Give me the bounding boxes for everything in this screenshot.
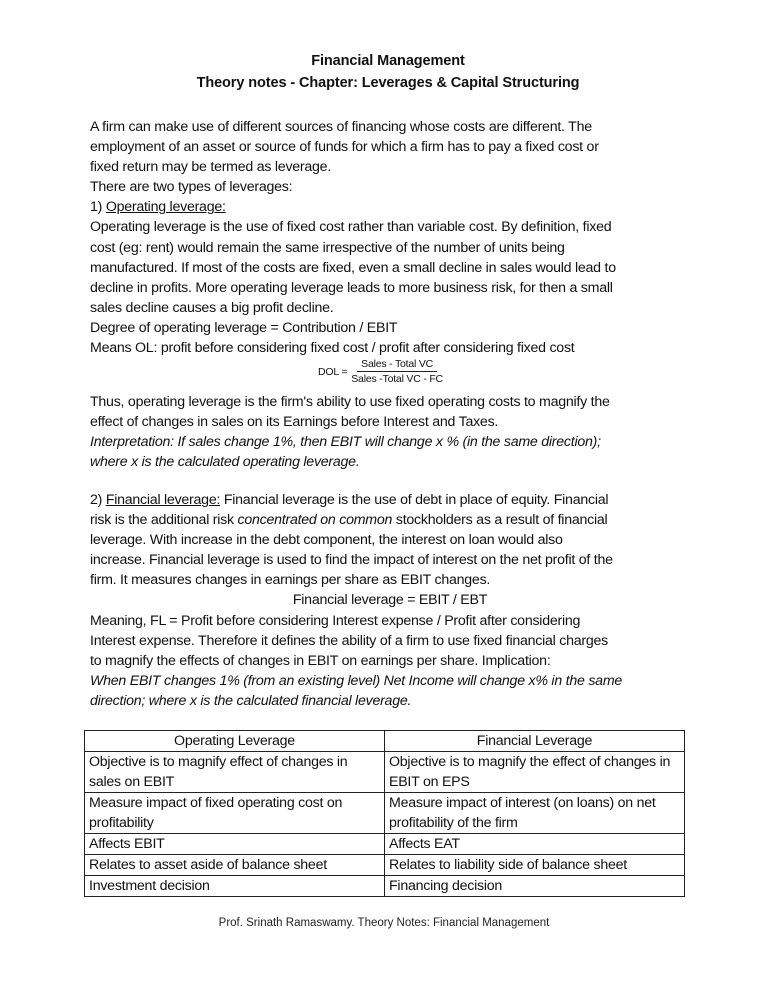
financial-line: firm. It measures changes in earnings per share as EBIT changes. [90,572,491,589]
intro-line: There are two types of leverages: [90,179,293,196]
table-cell: Measure impact of fixed operating cost on profitability [85,793,385,834]
summary-line: effect of changes in sales on its Earnings before Interest and Taxes. [90,414,499,431]
table-cell: Relates to asset aside of balance sheet [85,855,385,876]
table-cell: Relates to liability side of balance sheet [385,855,685,876]
section-number: 1) [90,199,106,216]
table-cell: Objective is to magnify effect of changes in sales on EBIT [85,752,385,793]
column-header: Financial Leverage [385,731,685,752]
section-number: 2) [90,492,106,508]
financial-text: risk is the additional risk [90,512,238,529]
intro-line: A firm can make use of different sources of financing whose costs are different. The [90,119,592,135]
financial-text: Financial leverage is the use of debt in place of equity. Financial [220,492,609,508]
formula-numerator: Sales - Total VC [357,358,437,372]
financial-leverage-heading: Financial leverage: [105,492,221,508]
document-subtitle: Theory notes - Chapter: Leverages & Capital Structuring [196,75,580,91]
interpretation-line: where x is the calculated operating leverage. [90,454,360,471]
operating-heading-line [90,197,690,217]
fl-formula: Financial leverage = EBIT / EBT [292,592,488,609]
table-row [85,855,685,876]
table-row [85,793,685,834]
financial-line: increase. Financial leverage is used to find the impact of interest on the net profit of the [90,552,613,569]
document-title: Financial Management [311,53,465,69]
operating-para-line: decline in profits. More operating leverage leads to more business risk, for then a small [90,279,613,296]
page-footer: Prof. Srinath Ramaswamy. Theory Notes: Financial Management [218,917,550,929]
financial-line [90,510,690,530]
dol-formula [318,358,443,385]
implication-line: direction; where x is the calculated financial leverage. [90,692,412,709]
table-cell: Objective is to magnify the effect of changes in EBIT on EPS [385,752,685,793]
interpretation-line: Interpretation: If sales change 1%, then EBIT will change x % (in the same direction); [90,434,601,451]
table-cell: Financing decision [385,876,685,897]
formula-fraction [351,358,443,385]
intro-line: fixed return may be termed as leverage. [90,159,332,176]
dol-definition: Degree of operating leverage = Contribution / EBIT [90,319,398,336]
financial-line: leverage. With increase in the debt component, the interest on loan would also [90,532,563,549]
operating-para-line: cost (eg: rent) would remain the same irrespective of the number of units being [90,239,565,256]
intro-section [90,117,690,358]
table-row [85,752,685,793]
fl-meaning-line: to magnify the effects of changes in EBIT on earnings per share. Implication: [90,652,551,669]
table-cell: Investment decision [85,876,385,897]
table-cell: Measure impact of interest (on loans) on net profitability of the firm [385,793,685,834]
operating-summary [90,392,690,472]
table-row [85,834,685,855]
table-row [85,876,685,897]
intro-line: employment of an asset or source of funds for which a firm has to pay a fixed cost or [90,139,599,156]
financial-emphasis: concentrated on common [237,512,393,529]
operating-para-line: manufactured. If most of the costs are fixed, even a small decline in sales would lead to [90,259,616,276]
financial-text: stockholders as a result of financial [392,512,608,529]
summary-line: Thus, operating leverage is the firm's ability to use fixed operating costs to magnify the [90,394,610,410]
operating-para-line: sales decline causes a big profit decline. [90,299,334,316]
fl-meaning-line: Interest expense. Therefore it defines the ability of a firm to use fixed financial charges [90,632,608,649]
fl-meaning-line: Meaning, FL = Profit before considering Interest expense / Profit after considering [90,612,581,629]
formula-denominator: Sales -Total VC - FC [351,373,443,385]
ol-meaning: Means OL: profit before considering fixed cost / profit after considering fixed cost [90,340,575,357]
financial-section [90,490,690,711]
table-cell: Affects EBIT [85,834,385,855]
column-header: Operating Leverage [85,731,385,752]
operating-para-line: Operating leverage is the use of fixed cost rather than variable cost. By definition, fixed [90,219,612,236]
implication-line: When EBIT changes 1% (from an existing level) Net Income will change x% in the same [90,672,623,689]
formula-lhs: DOL = [318,365,348,378]
comparison-table [84,730,685,897]
table-header-row [85,731,685,752]
financial-heading-line [90,490,690,510]
table-cell: Affects EAT [385,834,685,855]
operating-leverage-heading: Operating leverage: [105,199,226,216]
